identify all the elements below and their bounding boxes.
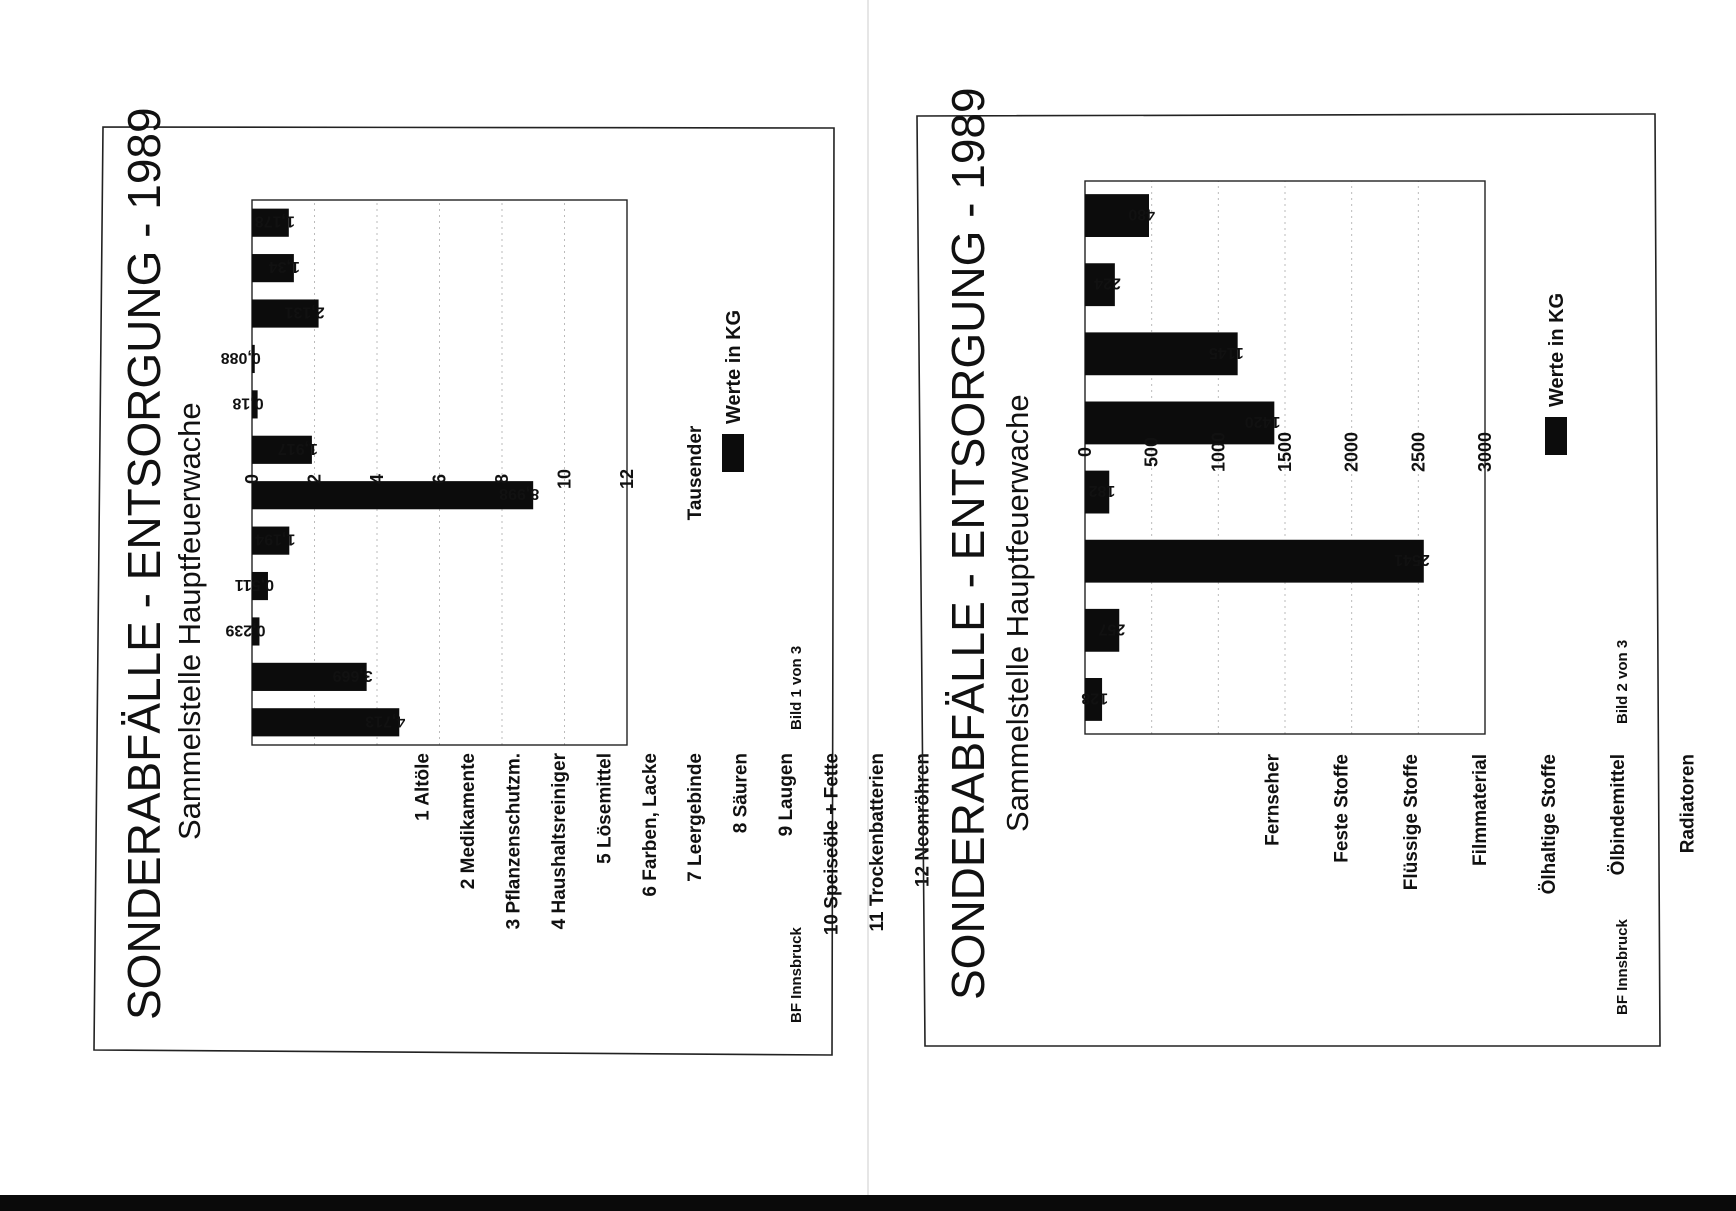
- tick-label: 2000: [1341, 431, 1362, 473]
- tick-label: 2500: [1408, 431, 1429, 473]
- tick-label: 500: [1141, 436, 1162, 468]
- category-label: Fernseher: [1262, 754, 1284, 846]
- category-label: 2 Medikamente: [458, 753, 480, 890]
- footer-right: Bild 2 von 3: [1614, 639, 1631, 724]
- footer-right: Bild 1 von 3: [788, 645, 805, 730]
- legend-swatch: [722, 434, 744, 472]
- category-label: 4 Haushaltsreiniger: [548, 753, 570, 930]
- value-label: 8,998: [499, 485, 540, 503]
- value-label: 0,511: [234, 576, 274, 594]
- category-label: Ölbindemittel: [1608, 754, 1630, 876]
- value-label: 1145: [1208, 343, 1244, 361]
- category-label: 8 Säuren: [730, 753, 752, 834]
- value-label: 128: [1081, 689, 1109, 707]
- value-label: 3,669: [332, 666, 373, 684]
- category-label: 11 Trockenbatterien: [866, 753, 888, 932]
- chart-title: SONDERABFÄLLE - ENTSORGUNG - 1989: [118, 107, 170, 1020]
- tick-label: 0: [1075, 446, 1095, 458]
- tick-label: 12: [617, 468, 637, 490]
- category-label: 7 Leergebinde: [685, 753, 707, 882]
- chart-title: SONDERABFÄLLE - ENTSORGUNG - 1989: [942, 87, 994, 1000]
- category-label: Filmmaterial: [1469, 754, 1491, 866]
- value-label: 182: [1088, 482, 1116, 500]
- category-label: Radiatoren: [1677, 754, 1699, 854]
- category-label: Feste Stoffe: [1331, 754, 1353, 863]
- value-label: 0,088: [220, 348, 261, 366]
- tick-label: 1500: [1275, 431, 1295, 473]
- x-axis-label: Tausender: [685, 425, 706, 521]
- value-label: 1,194: [255, 530, 296, 548]
- legend-label: Werte in KG: [1546, 292, 1568, 407]
- footer-left: BF Innsbruck: [788, 927, 805, 1023]
- category-label: Ölhaltige Stoffe: [1539, 754, 1561, 895]
- value-label: 2,131: [284, 303, 325, 321]
- chart-subtitle: Sammelstelle Hauptfeuerwache: [172, 402, 207, 840]
- category-label: 5 Lösemittel: [594, 753, 616, 864]
- tick-label: 2: [304, 473, 325, 485]
- category-label: 1 Altöle: [412, 753, 434, 821]
- value-label: 0,239: [225, 621, 266, 639]
- category-label: 6 Farben, Lacke: [639, 753, 661, 897]
- legend-label: Werte in KG: [723, 309, 745, 424]
- tick-label: 10: [554, 468, 575, 490]
- tick-label: 0: [242, 473, 262, 485]
- tick-label: 6: [429, 473, 450, 485]
- category-label: Flüssige Stoffe: [1400, 754, 1422, 891]
- category-label: 3 Pflanzenschutzm.: [503, 753, 525, 930]
- value-label: 0,18: [232, 394, 264, 412]
- category-label: 12 Neonröhren: [912, 753, 934, 888]
- value-label: 480: [1128, 205, 1155, 223]
- footer-left: BF Innsbruck: [1614, 919, 1631, 1015]
- value-label: 257: [1098, 620, 1126, 638]
- category-label: 9 Laugen: [776, 753, 798, 837]
- category-label: 10 Speiseöle + Fette: [821, 753, 843, 936]
- value-label: 224: [1094, 274, 1121, 292]
- tick-label: 8: [492, 473, 512, 485]
- value-label: 1420: [1244, 412, 1281, 430]
- scanner-bottom-edge: [0, 1195, 1736, 1211]
- value-label: 4,713: [365, 712, 406, 730]
- value-label: 2541: [1394, 551, 1430, 569]
- legend-swatch: [1545, 417, 1567, 455]
- tick-label: 3000: [1475, 431, 1495, 473]
- tick-label: 1000: [1208, 431, 1229, 473]
- bar: [1085, 540, 1424, 583]
- value-label: 1,34: [268, 258, 300, 276]
- value-label: 1,917: [277, 439, 318, 457]
- tick-label: 4: [367, 473, 387, 485]
- value-label: 1,178: [254, 212, 295, 230]
- bar: [252, 481, 533, 509]
- chart-subtitle: Sammelstelle Hauptfeuerwache: [1000, 394, 1035, 832]
